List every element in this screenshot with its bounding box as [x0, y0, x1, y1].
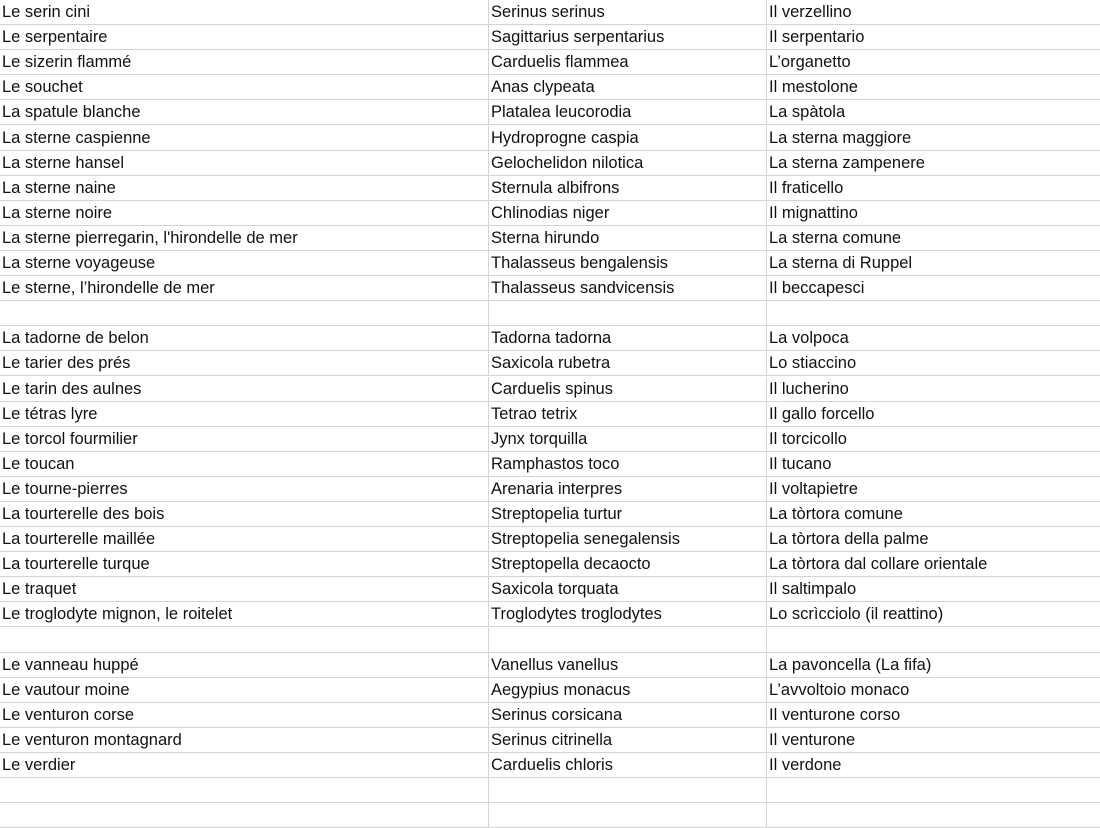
table-row [0, 778, 1100, 803]
italian-name-cell[interactable]: Il lucherino [766, 377, 1100, 401]
scientific-name-cell[interactable]: Carduelis spinus [488, 377, 766, 401]
italian-name-cell[interactable]: La pavoncella (La fifa) [766, 653, 1100, 677]
french-name-cell[interactable]: Le souchet [2, 78, 83, 97]
italian-name-cell[interactable]: L’organetto [766, 50, 1100, 74]
italian-name-cell[interactable]: Il tucano [766, 452, 1100, 476]
scientific-name-cell[interactable]: Anas clypeata [488, 75, 766, 99]
french-name-cell[interactable]: La sterne pierregarin, l'hirondelle de mer [2, 228, 298, 247]
french-name-cell[interactable]: Le troglodyte mignon, le roitelet [2, 605, 233, 624]
italian-name-cell[interactable]: Il venturone [766, 728, 1100, 752]
italian-name-cell[interactable]: Il verdone [766, 753, 1100, 777]
table-row [0, 226, 1100, 251]
table-row [0, 552, 1100, 577]
italian-name-cell[interactable]: Il gallo forcello [766, 402, 1100, 426]
scientific-name-cell[interactable]: Sagittarius serpentarius [488, 25, 766, 49]
table-row [0, 351, 1100, 376]
scientific-name-cell[interactable]: Tetrao tetrix [488, 402, 766, 426]
french-name-cell[interactable]: Le tourne-pierres [2, 479, 128, 498]
scientific-name-cell[interactable]: Carduelis flammea [488, 50, 766, 74]
french-name-cell[interactable] [0, 301, 488, 325]
table-row [0, 502, 1100, 527]
scientific-name-cell[interactable]: Streptopelia senegalensis [488, 527, 766, 551]
scientific-name-cell[interactable]: Serinus corsicana [488, 703, 766, 727]
table-row [0, 477, 1100, 502]
french-name-cell[interactable]: La sterne voyageuse [2, 254, 156, 272]
table-row [0, 452, 1100, 477]
french-name-cell[interactable]: Le sterne, l’hirondelle de mer [2, 279, 215, 298]
scientific-name-cell[interactable]: Vanellus vanellus [488, 653, 766, 677]
italian-name-cell[interactable] [766, 803, 1100, 827]
scientific-name-cell[interactable]: Serinus serinus [488, 0, 766, 24]
italian-name-cell[interactable]: La tòrtora comune [766, 502, 1100, 526]
italian-name-cell[interactable]: L’avvoltoio monaco [766, 678, 1100, 702]
scientific-name-cell[interactable]: Saxicola torquata [488, 577, 766, 601]
table-row [0, 527, 1100, 552]
scientific-name-cell[interactable]: Hydroprogne caspia [488, 126, 766, 150]
italian-name-cell[interactable]: Il venturone corso [766, 703, 1100, 727]
scientific-name-cell[interactable]: Saxicola rubetra [488, 351, 766, 375]
italian-name-cell[interactable]: Il fraticello [766, 176, 1100, 200]
table-row [0, 50, 1100, 75]
french-name-cell[interactable]: Le tarin des aulnes [2, 379, 142, 398]
scientific-name-cell[interactable]: Thalasseus bengalensis [488, 251, 766, 275]
french-name-cell[interactable]: La tourterelle des bois [2, 505, 165, 523]
italian-name-cell[interactable]: La sterna di Ruppel [766, 251, 1100, 275]
italian-name-cell[interactable]: Il serpentario [766, 25, 1100, 49]
italian-name-cell[interactable]: Il voltapietre [766, 477, 1100, 501]
french-name-cell[interactable]: La tourterelle maillée [2, 530, 156, 549]
scientific-name-cell[interactable]: Gelochelidon nilotica [488, 151, 766, 175]
italian-name-cell[interactable] [766, 628, 1100, 652]
italian-name-cell[interactable]: La sterna comune [766, 226, 1100, 250]
french-name-cell[interactable]: Le sizerin flammé [2, 53, 132, 72]
french-name-cell[interactable]: Le vautour moine [2, 680, 130, 699]
italian-name-cell[interactable]: Il saltimpalo [766, 577, 1100, 601]
table-row [0, 25, 1100, 50]
table-row [0, 276, 1100, 301]
french-name-cell[interactable]: Le tarier des prés [2, 354, 131, 373]
french-name-cell[interactable]: La sterne hansel [2, 153, 125, 172]
table-row [0, 803, 1100, 828]
table-row [0, 301, 1100, 326]
scientific-name-cell[interactable]: Streptopella decaocto [488, 552, 766, 576]
french-name-cell[interactable]: La sterne noire [2, 203, 113, 222]
table-row [0, 326, 1100, 351]
scientific-name-cell[interactable] [488, 301, 766, 325]
table-row [0, 628, 1100, 653]
table-row [0, 377, 1100, 402]
italian-name-cell[interactable]: Il verzellino [766, 0, 1100, 24]
scientific-name-cell[interactable]: Sterna hirundo [488, 226, 766, 250]
french-name-cell[interactable]: La tourterelle turque [2, 555, 150, 574]
french-name-cell[interactable]: Le torcol fourmilier [2, 429, 138, 448]
table-row [0, 251, 1100, 276]
italian-name-cell[interactable] [766, 301, 1100, 325]
scientific-name-cell[interactable]: Platalea leucorodia [488, 100, 766, 124]
table-row [0, 703, 1100, 728]
italian-name-cell[interactable]: Il mestolone [766, 75, 1100, 99]
scientific-name-cell[interactable]: Serinus citrinella [488, 728, 766, 752]
scientific-name-cell[interactable]: Carduelis chloris [488, 753, 766, 777]
scientific-name-cell[interactable] [488, 628, 766, 652]
italian-name-cell[interactable]: La spàtola [766, 100, 1100, 124]
scientific-name-cell[interactable]: Aegypius monacus [488, 678, 766, 702]
scientific-name-cell[interactable]: Ramphastos toco [488, 452, 766, 476]
french-name-cell[interactable] [0, 628, 488, 652]
table-row [0, 126, 1100, 151]
french-name-cell[interactable]: Le traquet [2, 580, 77, 599]
italian-name-cell[interactable]: Il torcicollo [766, 427, 1100, 451]
italian-name-cell[interactable]: Il mignattino [766, 201, 1100, 225]
scientific-name-cell[interactable]: Jynx torquilla [488, 427, 766, 451]
italian-name-cell[interactable]: La tòrtora della palme [766, 527, 1100, 551]
table-row [0, 201, 1100, 226]
french-name-cell[interactable]: La tadorne de belon [2, 329, 149, 348]
scientific-name-cell[interactable] [488, 778, 766, 802]
scientific-name-cell[interactable]: Arenaria interpres [488, 477, 766, 501]
italian-name-cell[interactable]: La tòrtora dal collare orientale [766, 552, 1100, 576]
italian-name-cell[interactable]: Lo stiaccino [766, 351, 1100, 375]
table-row [0, 577, 1100, 602]
french-name-cell[interactable]: Le serpentaire [2, 28, 108, 47]
table-row [0, 728, 1100, 753]
table-row [0, 602, 1100, 627]
scientific-name-cell[interactable]: Sternula albifrons [488, 176, 766, 200]
french-name-cell[interactable]: Le venturon montagnard [2, 730, 182, 749]
french-name-cell[interactable]: La sterne caspienne [2, 128, 151, 147]
table-row [0, 176, 1100, 201]
french-name-cell[interactable]: La spatule blanche [2, 103, 141, 122]
table-row [0, 653, 1100, 678]
italian-name-cell[interactable]: La volpoca [766, 326, 1100, 350]
french-name-cell[interactable]: Le serin cini [2, 3, 91, 21]
scientific-name-cell[interactable]: Streptopelia turtur [488, 502, 766, 526]
french-name-cell[interactable]: Le verdier [2, 756, 76, 774]
italian-name-cell[interactable]: La sterna zampenere [766, 151, 1100, 175]
table-row [0, 402, 1100, 427]
italian-name-cell[interactable]: Il beccapesci [766, 276, 1100, 300]
table-row [0, 678, 1100, 703]
french-name-cell[interactable]: Le venturon corse [2, 705, 135, 724]
italian-name-cell[interactable] [766, 778, 1100, 802]
french-name-cell[interactable] [0, 803, 488, 827]
french-name-cell[interactable]: Le toucan [2, 454, 75, 473]
french-name-cell[interactable]: Le vanneau huppé [2, 655, 139, 674]
table-row [0, 753, 1100, 778]
french-name-cell[interactable]: La sterne naine [2, 178, 116, 197]
table-row [0, 100, 1100, 125]
table-row [0, 151, 1100, 176]
scientific-name-cell[interactable]: Thalasseus sandvicensis [488, 276, 766, 300]
table-row [0, 0, 1100, 25]
table-row [0, 75, 1100, 100]
french-name-cell[interactable] [0, 778, 488, 802]
scientific-name-cell[interactable]: Chlinodias niger [488, 201, 766, 225]
scientific-name-cell[interactable] [488, 803, 766, 827]
italian-name-cell[interactable]: La sterna maggiore [766, 126, 1100, 150]
scientific-name-cell[interactable]: Troglodytes troglodytes [488, 602, 766, 626]
french-name-cell[interactable]: Le tétras lyre [2, 404, 98, 423]
scientific-name-cell[interactable]: Tadorna tadorna [488, 326, 766, 350]
table-row [0, 427, 1100, 452]
italian-name-cell[interactable]: Lo scrìcciolo (il reattino) [766, 602, 1100, 626]
